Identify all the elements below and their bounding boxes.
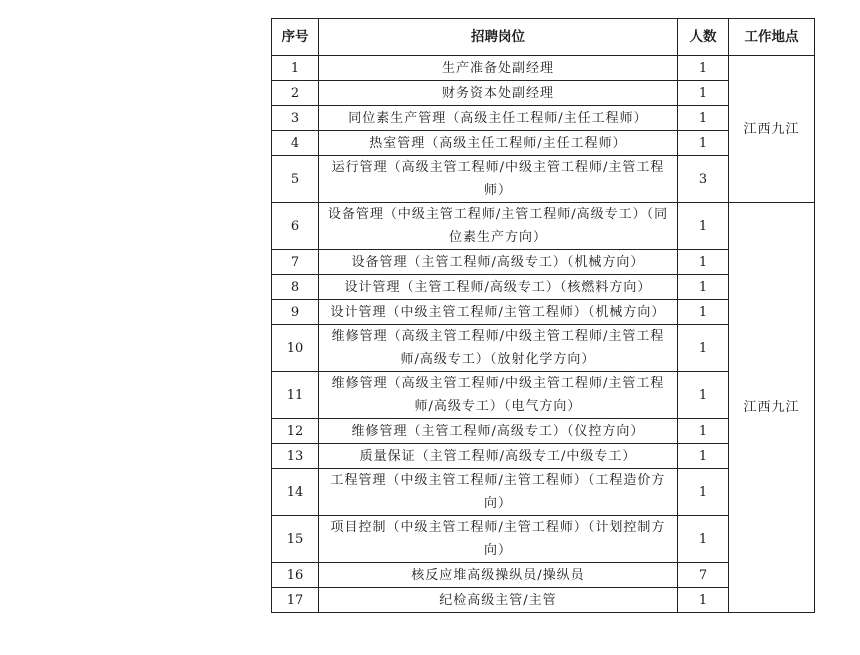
row-position: 纪检高级主管/主管 — [319, 588, 678, 613]
row-count: 1 — [678, 131, 729, 156]
row-count: 1 — [678, 325, 729, 372]
row-position: 维修管理（高级主管工程师/中级主管工程师/主管工程师/高级专工）（放射化学方向） — [319, 325, 678, 372]
row-index: 3 — [272, 106, 319, 131]
row-count: 1 — [678, 203, 729, 250]
row-count: 1 — [678, 250, 729, 275]
row-count: 1 — [678, 469, 729, 516]
row-position: 设备管理（中级主管工程师/主管工程师/高级专工）（同位素生产方向） — [319, 203, 678, 250]
row-count: 1 — [678, 419, 729, 444]
row-position: 设计管理（中级主管工程师/主管工程师）（机械方向） — [319, 300, 678, 325]
row-index: 15 — [272, 516, 319, 563]
row-count: 1 — [678, 372, 729, 419]
header-row — [272, 19, 815, 56]
row-count: 3 — [678, 156, 729, 203]
row-location: 江西九江 — [729, 56, 815, 203]
row-position: 运行管理（高级主管工程师/中级主管工程师/主管工程师） — [319, 156, 678, 203]
row-index: 17 — [272, 588, 319, 613]
row-count: 1 — [678, 588, 729, 613]
row-count: 1 — [678, 81, 729, 106]
row-count: 1 — [678, 516, 729, 563]
row-count: 7 — [678, 563, 729, 588]
row-position: 核反应堆高级操纵员/操纵员 — [319, 563, 678, 588]
row-index: 5 — [272, 156, 319, 203]
row-index: 8 — [272, 275, 319, 300]
row-index: 16 — [272, 563, 319, 588]
row-index: 12 — [272, 419, 319, 444]
table-row — [272, 56, 815, 81]
row-count: 1 — [678, 106, 729, 131]
table-row — [272, 203, 815, 250]
header-location: 工作地点 — [729, 19, 815, 56]
row-position: 生产准备处副经理 — [319, 56, 678, 81]
row-count: 1 — [678, 300, 729, 325]
row-count: 1 — [678, 275, 729, 300]
header-index: 序号 — [272, 19, 319, 56]
row-position: 维修管理（主管工程师/高级专工）（仪控方向） — [319, 419, 678, 444]
row-index: 9 — [272, 300, 319, 325]
row-index: 1 — [272, 56, 319, 81]
header-count: 人数 — [678, 19, 729, 56]
row-position: 设计管理（主管工程师/高级专工）（核燃料方向） — [319, 275, 678, 300]
row-index: 11 — [272, 372, 319, 419]
row-position: 设备管理（主管工程师/高级专工）（机械方向） — [319, 250, 678, 275]
row-index: 13 — [272, 444, 319, 469]
row-position: 热室管理（高级主任工程师/主任工程师） — [319, 131, 678, 156]
row-index: 6 — [272, 203, 319, 250]
row-position: 维修管理（高级主管工程师/中级主管工程师/主管工程师/高级专工）（电气方向） — [319, 372, 678, 419]
row-position: 财务资本处副经理 — [319, 81, 678, 106]
recruitment-table — [271, 18, 815, 613]
row-index: 7 — [272, 250, 319, 275]
row-position: 项目控制（中级主管工程师/主管工程师）（计划控制方向） — [319, 516, 678, 563]
row-index: 2 — [272, 81, 319, 106]
row-count: 1 — [678, 444, 729, 469]
row-index: 4 — [272, 131, 319, 156]
row-count: 1 — [678, 56, 729, 81]
row-location: 江西九江 — [729, 203, 815, 613]
row-index: 10 — [272, 325, 319, 372]
row-index: 14 — [272, 469, 319, 516]
row-position: 质量保证（主管工程师/高级专工/中级专工） — [319, 444, 678, 469]
row-position: 同位素生产管理（高级主任工程师/主任工程师） — [319, 106, 678, 131]
row-position: 工程管理（中级主管工程师/主管工程师）（工程造价方向） — [319, 469, 678, 516]
header-position: 招聘岗位 — [319, 19, 678, 56]
